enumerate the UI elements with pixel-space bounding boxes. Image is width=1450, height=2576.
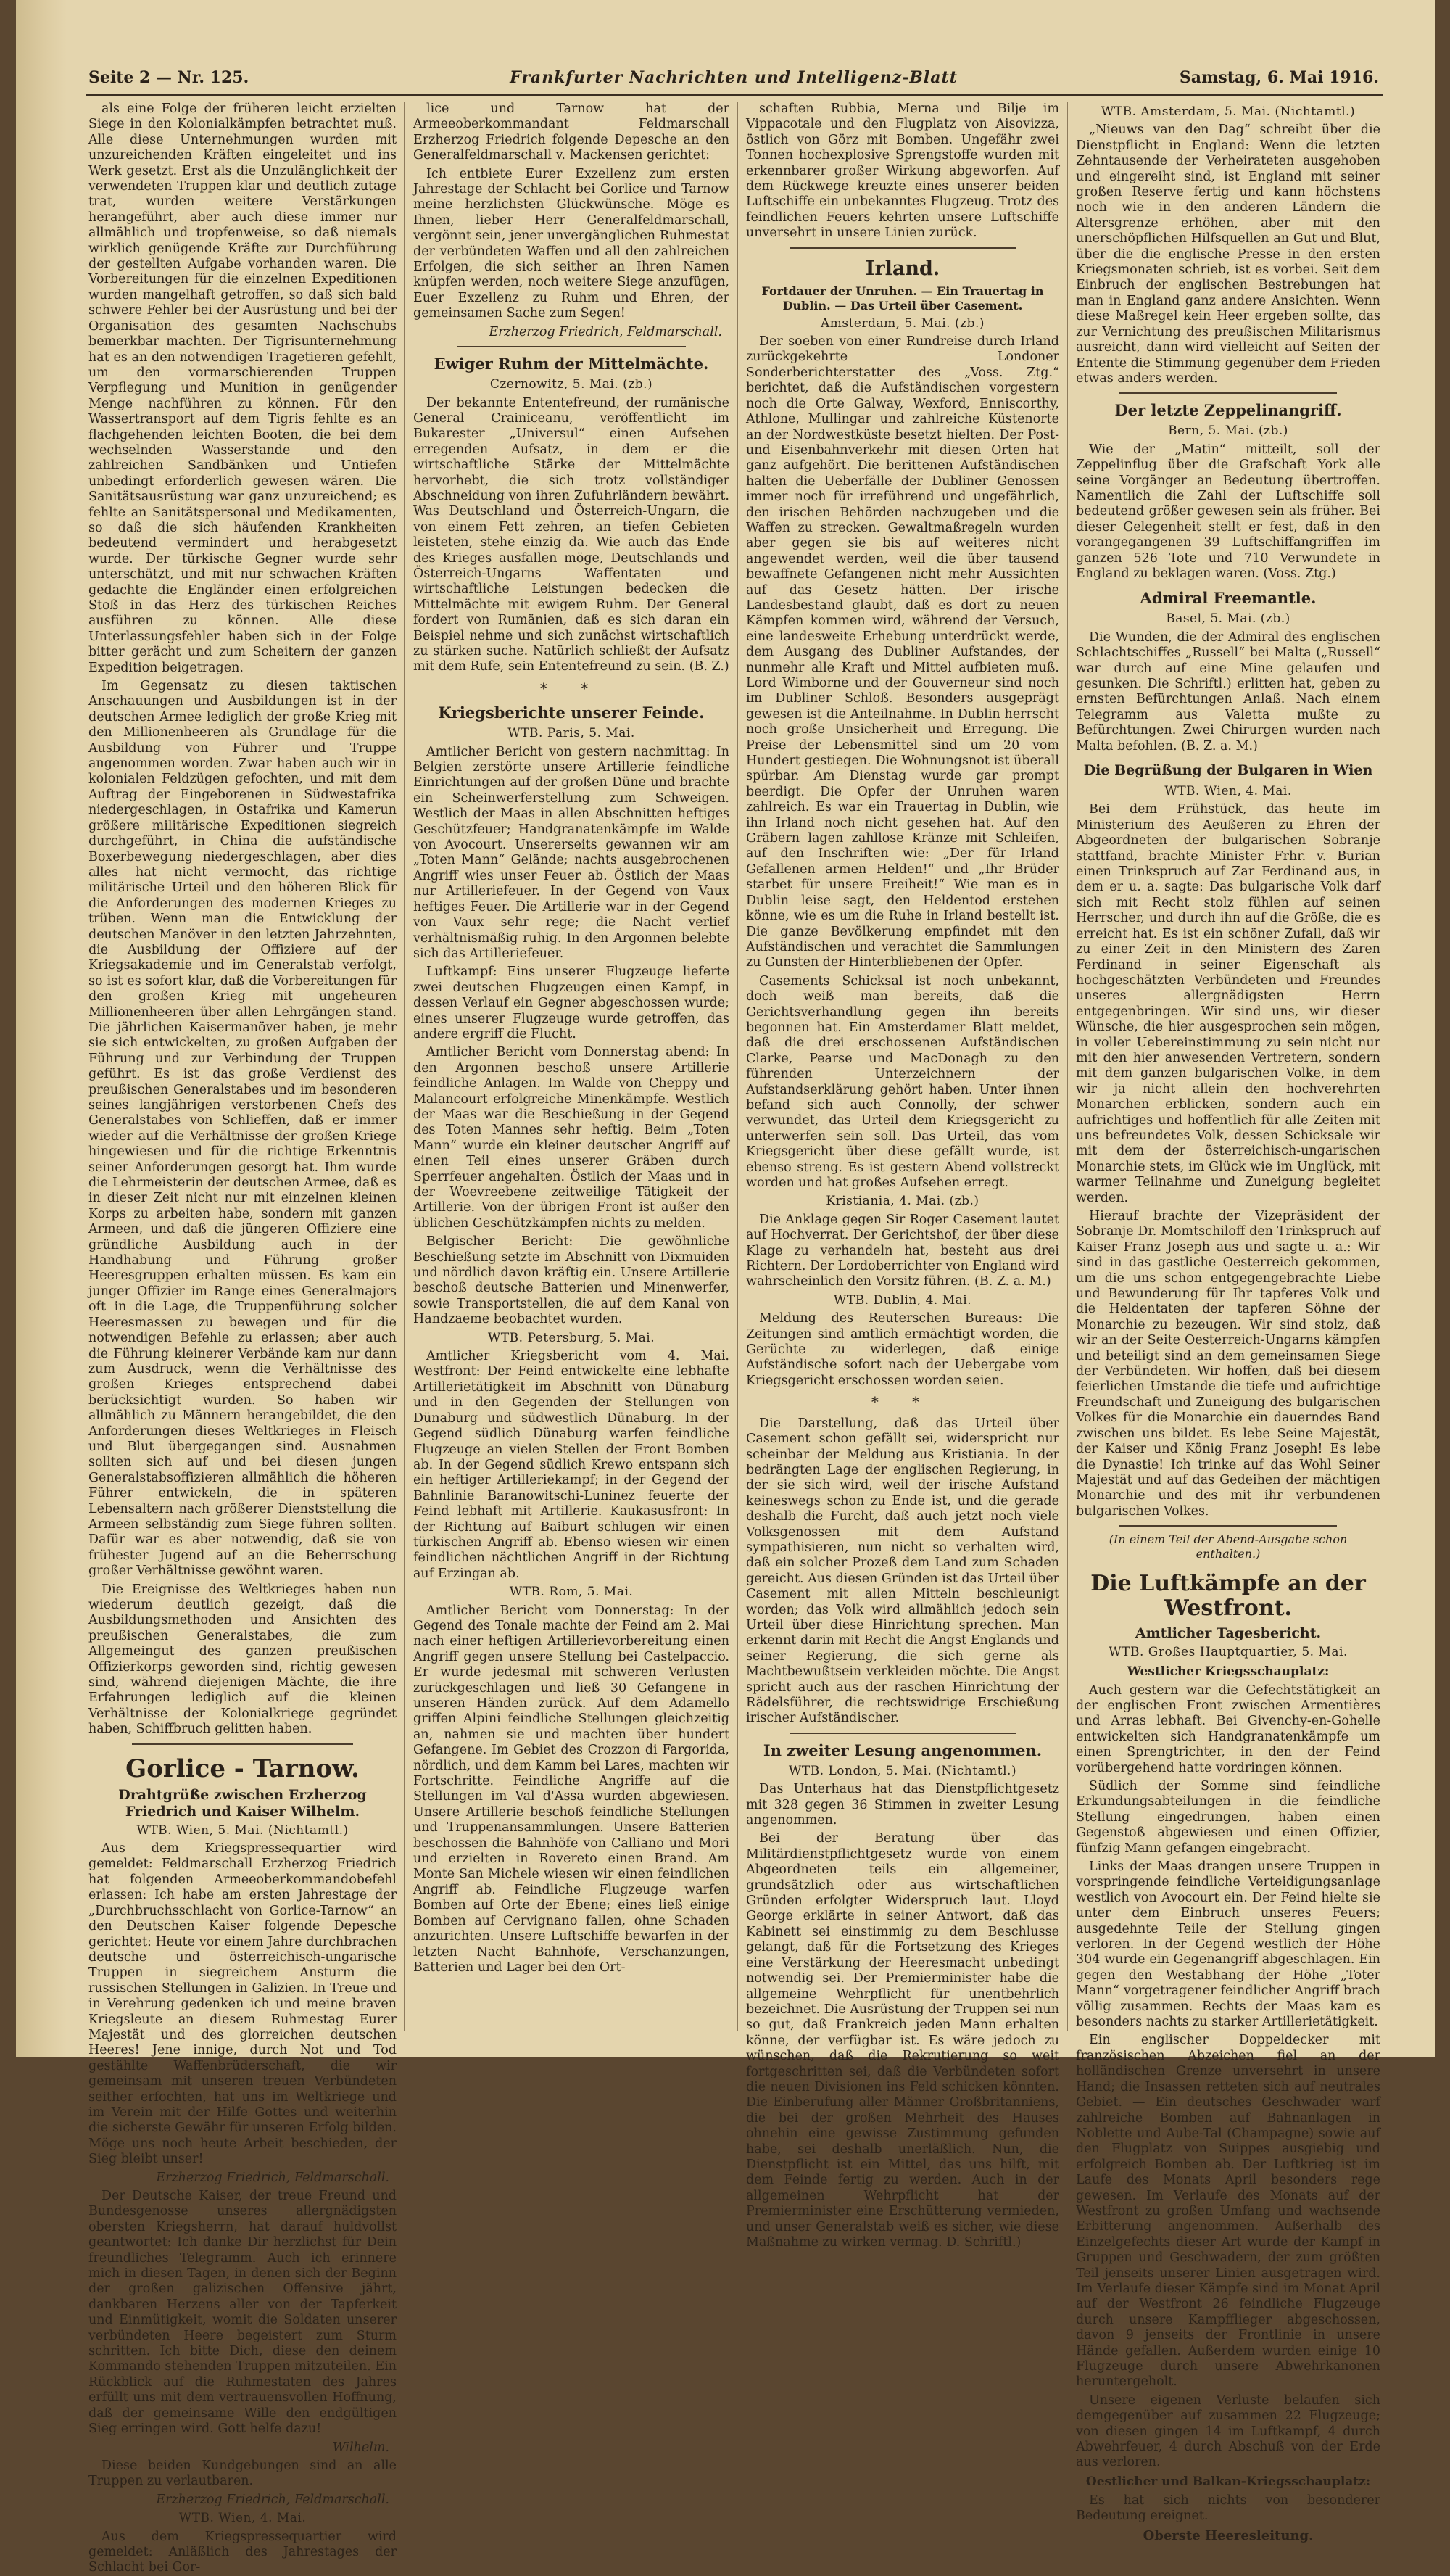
newspaper-page [16, 0, 1436, 2575]
edition-note: (In einem Teil der Abend-Ausgabe schon enthalten.) [1109, 1532, 1348, 1561]
article-paragraph: lice und Tarnow hat der Armeeoberkommandant Feldmarschall Erzherzog Friedrich folgende Depesche an den Generalfeldmarschall v. Mackensen gerichtet: [413, 102, 729, 163]
article-separator [790, 247, 1016, 249]
article-paragraph: Belgischer Bericht: Die gewöhnliche Beschießung setzte im Abschnitt von Dixmuiden und nördlich davon kräftig ein. Unsere Artillerie beschoß deutsche Batterien und Minenwerfer, sowie Transportstellen, die auf dem Kanal von Handzaeme beobachtet wurden. [413, 1234, 729, 1327]
article-paragraph: Diese beiden Kundgebungen sind an alle Truppen zu verlautbaren. [88, 2458, 397, 2489]
article-paragraph: Ich entbiete Eurer Exzellenz zum ersten Jahrestage der Schlacht bei Gorlice und Tarnow meine herzlichsten Glückwünsche. Möge es Ihnen, lieber Herr Generalfeldmarschall, vergönnt sein, jener unvergänglichen Ruhmestat der verbündeten Waffen und all den zahlreichen Erfolgen, die sich seither an Ihren Namen knüpfen werden, noch weitere Siege anzufügen, Euer Exzellenz zu Ruhm und Ehren, der gemeinsamen Sache zum Segen! [413, 166, 729, 321]
article-paragraph: als eine Folge der früheren leicht erzielten Siege in den Kolonialkämpfen betrachtet muß. Alle diese Unternehmungen wurden mit unzureichenden Kräften eingeleitet und ins Werk gesetzt. Erst als die Unzulänglichkeit der verwendeten Truppen klar und deutlich zutage trat, wurden weitere Verstärkungen herangeführt, aber auch diese immer nur allmählich und tropfenweise, so daß niemals wirklich genügende Kräfte zur Durchführung der gestellten Aufgabe vorhanden waren. Die Vorbereitungen für die einzelnen Expeditionen wurden mangelhaft getroffen, so daß sich bald schwere Fehler bei der Ausrüstung und bei der Organisation des gesamten Nachschubs bemerkbar machten. Der Tigrisunternehmung hat es an den notwendigen Tragetieren gefehlt, um den vormarschierenden Truppen Verpflegung und Munition in genügender Menge nachführen zu können. Für den Wassertransport auf dem Tigris fehlte es an flachgehenden leichten Booten, die bei dem wechselnden Wasserstande und den zahlreichen Sandbänken und Untiefen unbedingt erforderlich gewesen wären. Die Sanitätsausrüstung war ganz unzureichend; es fehlte an Sanitätspersonal und Medikamenten, so daß die sich häufenden Krankheiten bedeutend vermindert und herabgesetzt wurde. Der türkische Gegner wurde sehr unterschätzt, und mit nur schwachen Kräften gedachte die Engländer einen erfolgreichen Stoß in das Herz des türkischen Reiches ausführen zu können. Alle diese Unterlassungsfehler haben sich in der Folge bitter gerächt und zum Scheitern der ganzen Expedition beigetragen. [88, 102, 397, 675]
column-1 [88, 102, 397, 2575]
dateline: WTB. Wien, 4. Mai. [178, 2511, 307, 2526]
dateline: WTB. Wien, 5. Mai. (Nichtamtl.) [136, 1822, 349, 1838]
signature: Oberste Heeresleitung. [1143, 2527, 1314, 2543]
dateline: Basel, 5. Mai. (zb.) [1166, 611, 1290, 627]
article-paragraph: Luftkampf: Eins unserer Flugzeuge lieferte zwei deutschen Flugzeugen einen Kampf, in dessen Verlauf ein Gegner abgeschossen wurde; eines unserer Flugzeuge wurde getroffen, das andere ergriff die Flucht. [413, 965, 729, 1041]
page-number: Seite 2 — Nr. 125. [88, 68, 249, 87]
article-separator [457, 346, 686, 347]
section-stars: * * [871, 1393, 935, 1411]
subheadline: Amtlicher Tagesbericht. [1135, 1625, 1322, 1642]
article-separator [1119, 392, 1337, 394]
article-paragraph: Casements Schicksal ist noch unbekannt, doch weiß man bereits, daß die Gerichtsverhandlung gegen ihn bereits begonnen hat. Ein Amsterdamer Blatt meldet, daß die drei erschossenen Aufständischen Clarke, Pearse und MacDonagh zu den führenden Unterzeichnern der Aufstandserklärung gehört haben. Unter ihnen befand sich auch Connolly, der schwer verwundet, das Urteil dem Kriegsgericht zu unterwerfen sein soll. Das Urteil, das vom Kriegsgericht über diese gefällt wurde, ist ebenso streng. Es ist gestern Abend vollstreckt worden und hat großes Aufsehen erregt. [746, 973, 1059, 1190]
article-paragraph: Im Gegensatz zu diesen taktischen Anschauungen und Ausbildungen ist in der deutschen Armee lediglich der große Krieg mit den Millionenheeren als Grundlage für die Ausbildung von Führer und Truppe angenommen worden. Zwar haben auch wir in kolonialen Feldzügen gefochten, und mit dem Auftrag der Eingeborenen in Südwestafrika niedergeschlagen, in Ostafrika und Kamerun größere militärische Expeditionen siegreich durchgeführt, in China die aufständische Boxerbewegung niedergeschlagen, aber dies alles hat nicht vermocht, das richtige militärische Urteil und den höheren Blick für die Anforderungen des modernen Krieges zu trüben. Wenn man die Entwicklung der deutschen Manöver in den letzten Jahrzehnten, die Ausbildung der Offiziere auf der Kriegsakademie und im Generalstab verfolgt, so ist es sofort klar, daß die Vorbereitungen für den großen Krieg mit ungeheuren Millionenheeren über allen Lehrgängen stand. Die jährlichen Kaisermanöver haben, je mehr sie sich entwickelten, zu großen Aufgaben der Führung und zur Verbindung der Truppen geführt. Es ist das große Verdienst des preußischen Generalstabes und im besonderen seines langjährigen verstorbenen Chefs des Generalstabes von Schlieffen, daß er immer wieder auf die Verhältnisse der großen Kriege hingewiesen und für die richtige Erkenntnis seiner Anforderungen gesorgt hat. Ihm wurde die Lehrmeisterin der deutschen Armee, daß es in dieser Zeit nicht nur mit einzelnen kleinen Korps zu arbeiten habe, sondern mit ganzen Armeen, und daß die jüngeren Offiziere eine gründliche Ausbildung auch in der Handhabung und Führung großer Heeresgruppen erhalten müssen. Es kam ein junger Offizier im Range eines Generalmajors oft in die Lage, die Truppenführung solcher Heeresmassen zu bewegen und für die notwendigen Befehle zu erlassen; aber auch die Führung kleinerer Verbände kam nur dann zum Ausdruck, wenn die Verhältnisse des großen Krieges entsprechend dabei berücksichtigt wurden. So haben wir allmählich zu Männern herangebildet, die den Anforderungen dieses Weltkrieges in Fleisch und Blut übergegangen sind. Ausnahmen sollten sich auf und bei diesen jungen Generalstabsoffizieren allmählich die höheren Führer entwickeln, die in späteren Lebensaltern nach größerer Dienststellung die Armeen selbständig zum Siege führen sollten. Dafür war es aber notwendig, daß sie von frühester Jugend auf an die Beherrschung großer Verhältnisse gewöhnt waren. [88, 679, 397, 1579]
article-separator [1119, 1525, 1337, 1527]
headline-zweite-lesung: In zweiter Lesung angenommen. [763, 1741, 1043, 1759]
subheadline: Fortdauer der Unruhen. — Ein Trauertag in Dublin. — Das Urteil über Casement. [761, 284, 1044, 313]
article-paragraph: Bei dem Frühstück, das heute im Ministerium des Aeußeren zu Ehren der Abgeordneten der bulgarischen Sobranje stattfand, brachte Minister Frhr. v. Burian einen Trinkspruch auf Zar Ferdinand aus, in dem er u. a. sagte: Das bulgarische Volk darf sich mit Recht stolz fühlen auf seinen Herrscher, und durch ihn auf die Größe, die es erreicht hat. Es ist ein schöner Zufall, daß wir zu einer Zeit in den Ministern des Zaren Ferdinand in seiner Eigenschaft als hochgeschätzten Verbündeten und Freundes unseres allergnädigsten Herrn entgegenbringen. Wir sind uns, wir dieser Wünsche, die hier ausgesprochen sein mögen, in voller Uebereinstimmung zu sein nicht nur mit den hier anwesenden Vertretern, sondern mit dem ganzen bulgarischen Volke, in dem wir ja nicht allein den hochverehrten Monarchen erblicken, sondern auch ein aufrichtiges und hoffentlich für alle Zeiten mit uns befreundetes Volk, dessen Schicksale wir mit dem der österreichisch-ungarischen Monarchie stets, im Glück wie im Unglück, mit warmer Teilnahme und Zuneigung begleitet werden. [1076, 802, 1380, 1205]
column-3 [746, 102, 1059, 2250]
dateline: WTB. Rom, 5. Mai. [509, 1585, 634, 1600]
article-paragraph: Amtlicher Bericht vom Donnerstag: In der Gegend des Tonale machte der Feind am 2. Mai nach einer heftigen Artillerievorbereitung einen Angriff gegen unsere Stellung bei Castelpaccio. Er wurde jedesmal mit schweren Verlusten zurückgeschlagen und ließ 30 Gefangene in unseren Händen zurück. Auf dem Adamello griffen Alpini feindliche Stellungen gleichzeitig an, nahmen sie und machten über hundert Gefangene. Im Gebiet des Crozzon di Fargorida, nördlich, und dem Kamm bei Lares, machten wir Fortschritte. Feindliche Angriffe auf die Stellungen im Val d'Assa wurden abgewiesen. Unsere Artillerie beschoß feindliche Stellungen und Truppenansammlungen. Unsere Batterien beschossen die Bahnhöfe von Calliano und Mori und erzielten in Rovereto einen Brand. Am Monte San Michele wiesen wir einen feindlichen Angriff ab. Feindliche Flugzeuge warfen Bomben auf Orte der Ebene; eines ließ einige Bomben auf Cervignano fallen, ohne Schaden anzurichten. Unsere Luftschiffe bewarfen in der letzten Nacht Bahnhöfe, Verschanzungen, Batterien und Lager bei den Ort- [413, 1603, 729, 1975]
dateline: WTB. Paris, 5. Mai. [508, 726, 635, 741]
page-fold-edge [16, 0, 67, 2057]
article-paragraph: „Nieuws van den Dag“ schreibt über die Dienstpflicht in England: Wenn die letzten Zehntausende der Verheirateten ausgehoben und eingereiht sind, ist England mit seiner großen Reserve fertig und kann höchstens noch wie in den anderen Ländern die Altersgrenze erhöhen, aber mit den unerschöpflichen Hilfsquellen an Gut und Blut, über die die englische Presse in den ersten Kriegsmonaten schrieb, ist es vorbei. Seit dem Einbruch der englischen Bestrebungen hat man in England ganz andere Ansichten. Wenn diese Maßregel kein Heer ergeben sollte, das zur Vernichtung des preußischen Militarismus ausreicht, dann wird vielleicht auf Seiten der Entente die Stimmung gegenüber dem Frieden etwas anders werden. [1076, 123, 1380, 386]
column-divider [404, 102, 405, 2031]
article-paragraph: Amtlicher Kriegsbericht vom 4. Mai. Westfront: Der Feind entwickelte eine lebhafte Artillerietätigkeit im Abschnitt von Dünaburg und in den Gegenden der Stellungen von Dünaburg und südwestlich Dünaburg. In der Gegend südlich Dünaburg warfen feindliche Flugzeuge an vielen Stellen der Front Bomben ab. In der Gegend südlich Krewo entspann sich ein heftiger Artilleriekampf; in der Gegend der Bahnlinie Baranowitschi-Luninez feuerte der Feind lebhaft mit Artillerie. Kaukasusfront: In der Richtung auf Baiburt schlugen wir einen türkischen Angriff ab. Ebenso wiesen wir einen feindlichen nächtlichen Angriff in der Richtung auf Erzingan ab. [413, 1349, 729, 1581]
headline-luftkaempfe: Die Luftkämpfe an der Westfront. [1090, 1571, 1366, 1622]
dateline: WTB. London, 5. Mai. (Nichtamtl.) [788, 1763, 1017, 1778]
dateline: WTB. Amsterdam, 5. Mai. (Nichtamtl.) [1101, 104, 1356, 119]
article-paragraph: Bei der Beratung über das Militärdienstpflichtgesetz wurde von einem Abgeordneten teils ein allgemeiner, grundsätzlich oder aus wirtschaftlichen Gründen erfolgter Widerspruch laut. Lloyd George erklärte in seiner Antwort, daß das Kabinett sei einstimmig zu dem Beschlusse gelangt, daß für die Fortsetzung des Krieges eine Verstärkung der Heeresmacht unbedingt notwendig sei. Der Premierminister habe die allgemeine Wehrpflicht für unentbehrlich bezeichnet. Die Ausrüstung der Truppen sei nun so gut, daß Frankreich jeden Mann erhalten könne, der verfügbar ist. Es wäre jedoch zu wünschen, daß die Rekrutierung so weit fortgeschritten sei, daß die Verbündeten sofort die neuen Divisionen ins Feld schicken könnten. Die Einberufung aller Männer Großbritanniens, die bei der großen Mehrheit des Hauses ohnehin eine gewisse Zustimmung gefunden habe, sei deshalb unerläßlich. Nun, die Dienstpflicht ist ein Mittel, das uns hilft, mit dem Feinde fertig zu werden. Auch in der allgemeinen Wehrpflicht hat der Premierminister eine Erschütterung vermieden, und unser Generalstab weiß es sicher, wie diese Maßnahme zu wirken vermag. D. Schriftl.) [746, 1831, 1059, 2250]
article-paragraph: Hierauf brachte der Vizepräsident der Sobranje Dr. Momtschiloff den Trinkspruch auf Kaiser Franz Joseph aus und sagte u. a.: Wir sind in das gastliche Oesterreich gekommen, um die uns schon entgegengebrachte Liebe und Bewunderung für Ihr tapferes Volk und die Heldentaten der tapferen Söhne der Monarchie zu bezeugen. Wir sind stolz, daß wir an der Seite Oesterreich-Ungarns kämpfen und beteiligt sind an dem gemeinsamen Siege der Verbündeten. Wir hoffen, daß bei diesem feierlichen Umstande die tiefe und aufrichtige Freundschaft und Zuneigung des bulgarischen Volkes für die Monarchie ein dauerndes Band zwischen uns bildet. Es lebe Seine Majestät, der Kaiser und König Franz Joseph! Es lebe die Dynastie! Ich trinke auf das Wohl Seiner Majestät und auf das Gedeihen der mächtigen Monarchie und des mit ihr verbundenen bulgarischen Volkes. [1076, 1209, 1380, 1519]
article-paragraph: Die Ereignisse des Weltkrieges haben nun wiederum deutlich gezeigt, daß die Ausbildungsmethoden und Ansichten des preußischen Generalstabes, die zum Allgemeingut des ganzen preußischen Offizierkorps geworden sind, richtig gewesen sind, während diejenigen Mächte, die ihre Erfahrungen lediglich auf die kleinen Verhältnisse der Kolonialkriege gegründet haben, Schiffbruch gelitten haben. [88, 1582, 397, 1737]
dateline: WTB. Petersburg, 5. Mai. [487, 1330, 655, 1345]
article-paragraph: Wie der „Matin“ mitteilt, soll der Zeppelinflug über die Grafschaft York alle seine Vorgänger an Bedeutung übertroffen. Namentlich die Zahl der Luftschiffe soll bedeutend größer gewesen sein als früher. Bei dieser Gelegenheit stellt er fest, daß in den vorangegangenen 39 Luftschiffangriffen im ganzen 526 Tote und 710 Verwundete in England zu beklagen waren. (Voss. Ztg.) [1076, 442, 1380, 581]
signature: Wilhelm. [332, 2440, 389, 2455]
column-divider [737, 102, 738, 2031]
section-heading: Westlicher Kriegsschauplatz: [1127, 1664, 1330, 1679]
headline-ewiger-ruhm: Ewiger Ruhm der Mittelmächte. [434, 355, 709, 373]
dateline: Amsterdam, 5. Mai. (zb.) [820, 315, 985, 331]
article-paragraph: Amtlicher Bericht von gestern nachmittag: In Belgien zerstörte unsere Artillerie feindliche Einrichtungen auf der großen Düne und brachte ein Scheinwerferstellung zum Schweigen. Westlich der Maas in allen Abschnitten heftiges Geschützfeuer; Handgranatenkämpfe im Walde von Avocourt. Unsererseits gewannen wir am „Toten Mann“ Gelände; nachts ausgebrochenen Angriff wies unser Feuer ab. Östlich der Maas nur Artilleriefeuer. In der Gegend von Vaux heftiges Feuer. Die Artillerie war in der Gegend von Vaux sehr rege; die Nacht verlief verhältnismäßig ruhig. In den Argonnen belebte sich das Artilleriefeuer. [413, 744, 729, 961]
column-4 [1076, 102, 1380, 2543]
headline-kriegsberichte: Kriegsberichte unserer Feinde. [438, 703, 705, 722]
headline-zeppelinangriff: Der letzte Zeppelinangriff. [1114, 401, 1342, 420]
headline-admiral-freemantle: Admiral Freemantle. [1140, 589, 1317, 608]
dateline: WTB. Wien, 4. Mai. [1164, 784, 1292, 799]
section-heading: Oestlicher und Balkan-Kriegsschauplatz: [1085, 2474, 1371, 2489]
column-2 [413, 102, 729, 2045]
dateline: Bern, 5. Mai. (zb.) [1168, 424, 1288, 439]
article-paragraph: Der Deutsche Kaiser, der treue Freund und Bundesgenosse unseres allergnädigsten obersten Kriegsherrn, hat darauf huldvollst geantwortet: Ich danke Dir herzlichst für Dein freundliches Telegramm. Auch ich erinnere mich in diesen Tagen, in denen sich der Beginn der großen galizischen Offensive jährt, dankbaren Herzens aller von der Tapferkeit und Einmütigkeit, womit die Soldaten unserer verbündeten Heere begeistert zum Sturm schritten. Ich bitte Dich, diese den deinem Kommando stehenden Truppen mitzuteilen. Ein Rückblick auf die Ruhmestaten des Jahres erfüllt uns mit dem vertrauensvollen Hoffnung, daß der gemeinsame Wille den endgültigen Sieg erringen wird. Gott helfe dazu! [88, 2189, 397, 2437]
page-header [88, 64, 1379, 93]
signature: Erzherzog Friedrich, Feldmarschall. [156, 2170, 389, 2185]
article-paragraph: Südlich der Somme sind feindliche Erkundungsabteilungen in die feindliche Stellung eingedrungen, haben einen Gegenstoß abgewiesen und einen Offizier, fünfzig Mann gefangen eingebracht. [1076, 1778, 1380, 1856]
section-stars: * * [539, 679, 603, 697]
article-paragraph: Links der Maas drangen unsere Truppen in vorspringende feindliche Verteidigungsanlage westlich von Avocourt ein. Der Feind hielte sie unter dem Einbruch unseres Feuers; ausgedehnte Teile der Stellung gingen verloren. In der Gegend westlich der Höhe 304 wurde ein Gegenangriff abgeschlagen. Ein gegen den Westabhang der Höhe „Toter Mann“ vorgetragener feindlicher Angriff brach völlig zusammen. Rechts der Maas kam es besonders nachts zu starker Artillerietätigkeit. [1076, 1859, 1380, 2030]
article-paragraph: Die Anklage gegen Sir Roger Casement lautet auf Hochverrat. Der Gerichtshof, der über diese Klage zu verhandeln hat, besteht aus drei Richtern. Der Lordoberrichter von England wird wahrscheinlich den Vorsitz führen. (B. Z. a. M.) [746, 1212, 1059, 1289]
headline-irland: Irland. [865, 257, 940, 280]
header-rule [86, 94, 1383, 96]
article-paragraph: Es hat sich nichts von besonderer Bedeutung ereignet. [1076, 2493, 1380, 2524]
signature: Erzherzog Friedrich, Feldmarschall. [156, 2492, 389, 2507]
headline-bulgaren: Die Begrüßung der Bulgaren in Wien [1083, 762, 1373, 779]
article-paragraph: Das Unterhaus hat das Dienstpflichtgesetz mit 328 gegen 36 Stimmen in zweiter Lesung angenommen. [746, 1782, 1059, 1828]
dateline: Kristiania, 4. Mai. (zb.) [826, 1194, 979, 1209]
article-paragraph: Ein englischer Doppeldecker mit französischen Abzeichen fiel an der holländischen Grenze unversehrt in unsere Hand; die Insassen retteten sich auf neutrales Gebiet. — Ein deutsches Geschwader warf zahlreiche Bomben auf Bahnanlagen in Noblette und Aube-Tal (Champagne) sowie auf den Flugplatz von Suippes ausgiebig und erfolgreich Bomben ab. Der Luftkrieg ist im Laufe des Monats April besonders rege gewesen. Im Verlaufe des Monats auf der Westfront zu großen Umfang und wachsende Erbitterung angenommen. Außerhalb des Einzelgefechts dieser Art wurde der Kampf in Gruppen und Geschwadern, der zum größten Teil jenseits unserer Linien ausgetragen wird. Im Verlaufe dieser Kämpfe sind im Monat April auf der Westfront 26 feindliche Flugzeuge durch unsere Kampfflieger abgeschossen, davon 9 jenseits der Frontlinie in unsere Hände gefallen. Außerdem wurden einige 10 Flugzeuge durch unsere Abwehrkanonen heruntergeholt. [1076, 2033, 1380, 2390]
article-paragraph: Die Wunden, die der Admiral des englischen Schlachtschiffes „Russell“ bei Malta („Russell“ war durch auf eine Mine gelaufen und gesunken. Die Schriftl.) erlitten hat, geben zu ernsten Befürchtungen Anlaß. Nach einem Telegramm aus Valetta mußte zu Befürchtungen. Zwei Chirurgen wurden nach Malta befohlen. (B. Z. a. M.) [1076, 629, 1380, 754]
article-paragraph: Meldung des Reuterschen Bureaus: Die Zeitungen sind amtlich ermächtigt worden, die Gerüchte zu widerlegen, daß einige Aufständische sofort nach der Uebergabe vom Kriegsgericht erschossen worden seien. [746, 1311, 1059, 1388]
headline-gorlice-tarnow: Gorlice - Tarnow. [125, 1754, 360, 1783]
article-paragraph: Amtlicher Bericht vom Donnerstag abend: In den Argonnen beschoß unsere Artillerie feindliche Anlagen. Im Walde von Cheppy und Malancourt erfolgreiche Minenkämpfe. Westlich der Maas war die Beschießung in der Gegend des Toten Mannes sehr heftig. Beim „Toten Mann“ wurde ein kleiner deutscher Angriff auf einen Teil eines unserer Gräben durch Sperrfeuer angehalten. Östlich der Maas und in der Woevreebene zeitweilige Tätigkeit der Artillerie. Von der übrigen Front ist außer den üblichen Geschützkämpfen nichts zu melden. [413, 1045, 729, 1231]
article-paragraph: Aus dem Kriegspressequartier wird gemeldet: Anläßlich des Jahrestages der Schlacht bei Gor- [88, 2529, 397, 2575]
article-paragraph: Unsere eigenen Verluste belaufen sich demgegenüber auf zusammen 22 Flugzeuge; von diesen gingen 14 im Luftkampf, 4 durch Abwehrfeuer, 4 durch Abschuß von der Erde aus verloren. [1076, 2393, 1380, 2470]
article-paragraph: schaften Rubbia, Merna und Bilje im Vippacotale und den Flugplatz von Aisovizza, östlich von Görz mit Bomben. Ungefähr zwei Tonnen hochexplosive Sprengstoffe wurden mit erkennbarer großer Wirkung abgeworfen. Auf dem Rückwege kreuzte eines unserer beiden Luftschiffe ein unbekanntes Flugzeug. Trotz des feindlichen Feuers kehrten unsere Luftschiffe unversehrt in unsere Linien zurück. [746, 102, 1059, 241]
dateline: WTB. Großes Hauptquartier, 5. Mai. [1109, 1645, 1348, 1660]
article-paragraph: Auch gestern war die Gefechtstätigkeit an der englischen Front zwischen Armentières und Arras lebhaft. Bei Givenchy-en-Gohelle entwickelten sich Handgranatenkämpfe um einen Sprengtrichter, in den der Feind vorübergehend hatte vordringen können. [1076, 1683, 1380, 1775]
signature: Erzherzog Friedrich, Feldmarschall. [489, 324, 722, 339]
article-paragraph: Der bekannte Ententefreund, der rumänische General Crainiceanu, veröffentlicht im Bukarester „Universul“ einen Aufsehen erregenden Aufsatz, in dem er die wirtschaftliche Stärke der Mittelmächte hervorhebt, die sich trotz vollständiger Abschneidung von ihren Zufuhrländern bewährt. Was Deutschland und Österreich-Ungarn, die von einem Fett zehren, an tiefen Gebieten leisteten, stehe einzig da. Wie auch das Ende des Krieges ausfallen möge, Deutschlands und Österreich-Ungarns Waffentaten und wirtschaftliche Leistungen bedecken die Mittelmächte mit ewigem Ruhm. Der General fordert von Rumänien, daß es sich daran ein Beispiel nehme und sich zunächst wirtschaftlich zu stärken suche. Natürlich schließt der Aufsatz mit dem Rufe, sein Ententefreund zu sein. (B. Z.) [413, 395, 729, 674]
dateline: WTB. Dublin, 4. Mai. [833, 1292, 972, 1308]
newspaper-title: Frankfurter Nachrichten und Intelligenz-Blatt [510, 68, 958, 87]
issue-date: Samstag, 6. Mai 1916. [1179, 68, 1379, 87]
dateline: Czernowitz, 5. Mai. (zb.) [489, 377, 653, 392]
column-divider [1067, 102, 1068, 2031]
subheadline: Drahtgrüße zwischen Erzherzog Friedrich und Kaiser Wilhelm. [118, 1786, 367, 1820]
article-paragraph: Die Darstellung, daß das Urteil über Casement schon gefällt sei, widerspricht nur scheinbar der Meldung aus Kristiania. In der bedrängten Lage der englischen Regierung, in der sie sich wird, weil der irische Aufstand keineswegs schon zu Ende ist, und die gerade deshalb die Furcht, daß auch jetzt noch viele Volksgenossen mit dem Aufstand sympathisieren, nun nicht so verhalten wird, daß ein solcher Prozeß dem Land zum Schaden gereicht. Aus diesen Gründen ist das Urteil über Casement mit allen Mitteln beschleunigt worden; das Volk wird allmählich jedoch sein Urteil über diese Hinrichtung sprechen. Man erkennt darin mit Recht die Angst Englands und seiner Regierung, die sich gerne als Machtbewußtsein verkleiden möchte. Die Angst spricht auch aus der raschen Hinrichtung der Rädelsführer, die rechtswidrige Erschießung irischer Aufständischer. [746, 1416, 1059, 1726]
article-separator [790, 1733, 1016, 1734]
article-paragraph: Aus dem Kriegspressequartier wird gemeldet: Feldmarschall Erzherzog Friedrich hat folgenden Armeeoberkommandobefehl erlassen: Ich habe am ersten Jahrestage der „Durchbruchsschlacht von Gorlice-Tarnow“ an den Deutschen Kaiser folgende Depesche gerichtet: Heute vor einem Jahre durchbrachen deutsche und österreichisch-ungarische Truppen in siegreichem Ansturm die russischen Stellungen in Galizien. In Treue und in Verehrung gedenken ich und meine braven Kriegsleute an diesem Ruhmestag Eurer Majestät und des glorreichen deutschen Heeres! Jene innige, durch Not und Tod gestählte Waffenbrüderschaft, die wir gemeinsam mit unseren treuen Verbündeten seither erfochten, hat uns im Weltkriege und im Verein mit der Hilfe Gottes und weiterhin die sicherste Gewähr für unseren Erfolg bilden. Möge uns noch heute Arbeit beschieden, der Sieg bleibt unser! [88, 1841, 397, 2167]
article-paragraph: Der soeben von einer Rundreise durch Irland zurückgekehrte Londoner Sonderberichterstatter des „Voss. Ztg.“ berichtet, daß die Aufständischen vorgestern noch die Orte Galway, Wexford, Enniscorthy, Athlone, Mullingar und zahlreiche Küstenorte an der Nordwestküste besetzt hielten. Der Post- und Eisenbahnverkehr mit diesen Orten hat ganz aufgehört. Die berittenen Aufständischen halten die Ueberfälle der Dubliner Genossen immer noch für irreführend und ungefährlich, den irischen Behörden nachzugeben und die Waffen zu strecken. Gewaltmaßregeln wurden aber gegen sie bis auf weiteres nicht angewendet werden, weil die über tausend bewaffnete Gefangenen nicht mehr Aussichten auf das Gesetz hätten. Der irische Landesbestand glaubt, daß es dort zu neuen Kämpfen kommen wird, während der Versuch, eine landesweite Erhebung unterdrückt werde, dem Ausgang des Dubliner Aufstandes, der nunmehr alle Kraft und Mittel aufbieten muß. Lord Wimborne und der Gouverneur sind noch im Dubliner Schloß. Besonders ausgeprägt gewesen ist die Anteilnahme. In Dublin herrscht noch große Unsicherheit und Erregung. Die Preise der Lebensmittel sind um 20 vom Hundert gestiegen. Die Wohnungsnot ist überall spürbar. Am Dienstag wurde gar prompt beerdigt. Die Opfer der Unruhen waren zahlreich. Es war ein Trauertag in Dublin, wie ihn Irland noch nicht gesehen hat. Auf den Gräbern lagen zahllose Kränze mit Schleifen, auf den Inschriften wie: „Der für Irland Gefallenen armen Helden!“ und „Ihr Brüder starbet für unsere Freiheit!“ Wie man es in Dublin leise sagt, den Heldentod erstehen könne, wie es um die Ruhe in Irland bestellt ist. Die ganze Bevölkerung empfindet mit den Aufständischen und verachtet die Sammlungen zu Gunsten der Hinterbliebenen der Opfer. [746, 334, 1059, 970]
article-separator [132, 1743, 353, 1745]
